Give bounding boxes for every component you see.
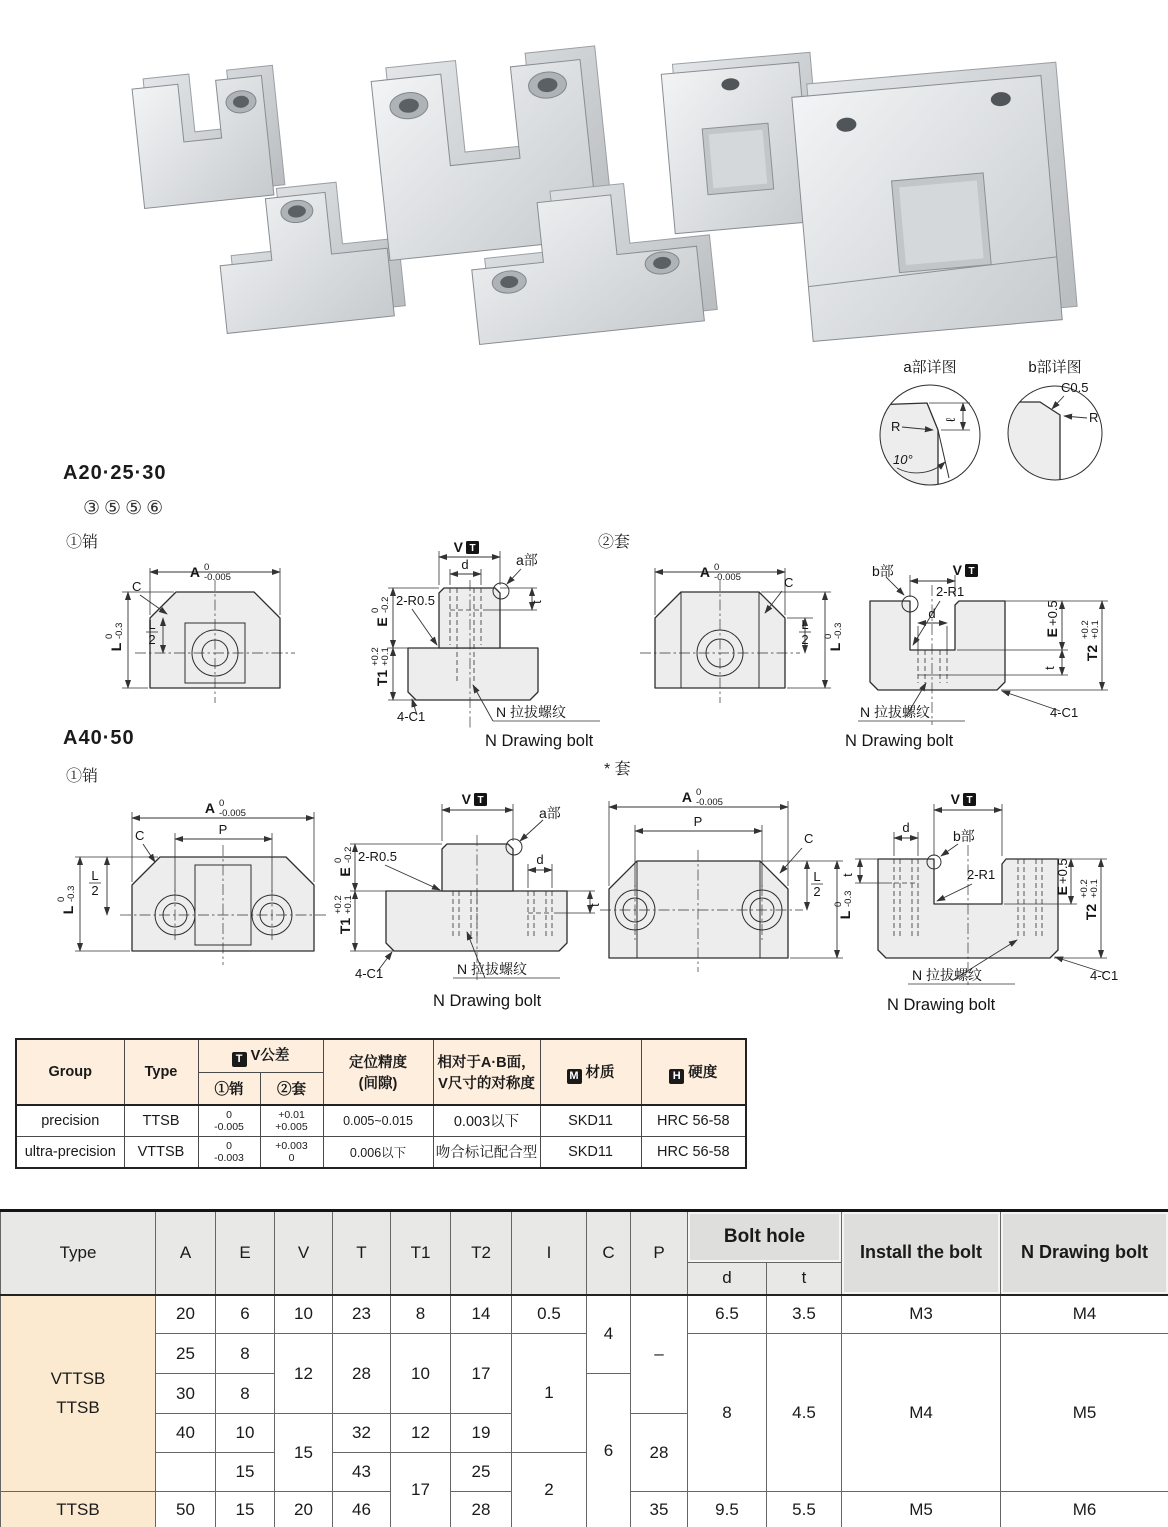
type-vttsb: VTTSB: [50, 1368, 106, 1388]
dim-L-half-den: 2: [91, 883, 99, 898]
spec-sleeve-tol-cell: [260, 1105, 323, 1136]
section-2-heading: A40·50: [63, 727, 135, 749]
tol-lo: -0.005: [214, 1120, 244, 1133]
dim-A-tol-hi: 0: [696, 787, 702, 798]
pin-side-view-large: [333, 791, 602, 1010]
dim-V: V: [461, 791, 471, 807]
dim-d: d: [902, 820, 910, 835]
spec-row-precision: [16, 1105, 746, 1136]
dim-A-tol-lo: -0.005: [696, 797, 723, 808]
cell-t: 4.5: [767, 1334, 842, 1492]
dim-T1: T1: [374, 669, 390, 687]
detail-b-r-label: R: [1089, 410, 1099, 425]
dim-T2: T2: [1083, 903, 1099, 921]
dim-L: L: [60, 905, 76, 915]
size-header-d: d: [688, 1263, 767, 1295]
spec-header-vtol: [198, 1039, 323, 1072]
size-header-V: V: [275, 1211, 333, 1295]
cell-C: 4: [587, 1295, 631, 1374]
detail-a: [855, 359, 980, 515]
size-type-group-cell: [1, 1295, 156, 1492]
size-header-nbolt: N Drawing bolt: [1001, 1211, 1168, 1295]
size-table: [0, 1209, 1168, 1527]
cell-T: 43: [333, 1453, 391, 1492]
cell-A: 40: [156, 1414, 216, 1453]
cell-install: M3: [842, 1295, 1001, 1334]
size-header-I: I: [512, 1211, 587, 1295]
dim-A-tol-lo: -0.005: [714, 572, 741, 583]
dim-P: P: [693, 814, 703, 829]
photo-block-t-small: [213, 176, 407, 333]
cell-E: 10: [216, 1414, 275, 1453]
spec-accuracy-cell: 0.006以下: [323, 1136, 433, 1168]
dim-L-half-num: L: [148, 617, 156, 632]
detail-b-callout: b部: [953, 828, 975, 844]
spec-hardness-cell: HRC 56-58: [641, 1105, 746, 1136]
spec-header-hardness: [641, 1039, 746, 1105]
drawing-bolt-cn: N 拉拔螺纹: [457, 961, 527, 977]
dim-A: A: [699, 564, 710, 580]
cell-A: [156, 1453, 216, 1492]
dim-L-tol-hi: 0: [56, 896, 67, 902]
cell-d: 6.5: [688, 1295, 767, 1334]
dim-T1-tol-hi: +0.2: [370, 647, 381, 666]
cell-A: 20: [156, 1295, 216, 1334]
dim-L-tol-hi: 0: [833, 901, 844, 907]
dim-C: C: [804, 831, 814, 846]
size-header-P: P: [631, 1211, 688, 1295]
detail-views: [855, 350, 1168, 515]
section-1-marks: ③⑤⑤⑥: [83, 498, 168, 519]
size-header-type: Type: [1, 1211, 156, 1295]
dim-L: L: [108, 642, 124, 652]
pin-side-view-small: [370, 539, 600, 750]
dim-d: d: [461, 557, 469, 572]
dim-E-plus: +0.5: [1045, 600, 1060, 626]
photo-block-u-small: [131, 65, 286, 208]
spec-sleeve-tol-cell: [260, 1136, 323, 1168]
dim-d: d: [536, 852, 544, 867]
dim-A-tol-hi: 0: [219, 798, 225, 809]
dim-4-C1: 4-C1: [397, 709, 426, 724]
detail-a-angle-label: 10°: [893, 452, 913, 467]
cell-install: M5: [842, 1492, 1001, 1527]
spec-material-cell: SKD11: [540, 1136, 641, 1168]
spec-header-accuracy: [323, 1039, 433, 1105]
cell-P: 28: [631, 1414, 688, 1492]
cell-C: 6: [587, 1374, 631, 1527]
dim-T2-tol-hi: +0.2: [1080, 620, 1091, 639]
size-type-last-cell: TTSB: [1, 1492, 156, 1527]
cell-V: 15: [275, 1414, 333, 1492]
dim-T2-tol-lo: +0.1: [1089, 879, 1100, 898]
section-2-pin-label: ①销: [66, 768, 99, 785]
cell-P: 35: [631, 1492, 688, 1527]
cell-T2: 28: [451, 1492, 512, 1527]
detail-a-callout: a部: [516, 552, 538, 568]
cell-T: 46: [333, 1492, 391, 1527]
dim-P: P: [218, 822, 228, 837]
dim-T1: T1: [337, 917, 353, 935]
cell-T1: 17: [391, 1453, 451, 1527]
dim-2-R1: 2-R1: [936, 584, 965, 599]
spec-hardness-cell: HRC 56-58: [641, 1136, 746, 1168]
spec-header-group: Group: [16, 1039, 124, 1105]
dim-4-C1: 4-C1: [355, 966, 384, 981]
type-ttsb: TTSB: [56, 1397, 100, 1417]
spec-type-cell: TTSB: [124, 1105, 198, 1136]
detail-a-r-label: R: [891, 419, 901, 434]
cell-V: 12: [275, 1334, 333, 1414]
tol-hi: +0.01: [278, 1108, 305, 1121]
cell-A: 30: [156, 1374, 216, 1414]
cell-t: 5.5: [767, 1492, 842, 1527]
dim-E: E: [1054, 886, 1070, 896]
tolerance-icon: T: [469, 543, 476, 554]
cell-I: 1: [512, 1334, 587, 1453]
dim-T2: T2: [1084, 644, 1100, 662]
spec-group-cell: precision: [16, 1105, 124, 1136]
drawing-bolt-cn: N 拉拔螺纹: [860, 704, 930, 720]
spec-header-material: [540, 1039, 641, 1105]
cell-I: 2: [512, 1453, 587, 1527]
spec-symmetry-cell: 吻合标记配合型: [433, 1136, 540, 1168]
photo-block-plate-large: [791, 62, 1078, 341]
cell-V: 10: [275, 1295, 333, 1334]
dim-A-tol-hi: 0: [204, 562, 210, 573]
dim-V: V: [952, 562, 962, 578]
dim-T1-tol-lo: +0.1: [380, 647, 391, 666]
cell-E: 8: [216, 1334, 275, 1374]
spec-row-ultra-precision: [16, 1136, 746, 1168]
pin-front-view-large: [56, 798, 327, 965]
dim-C: C: [784, 575, 794, 590]
dim-A: A: [204, 800, 215, 816]
sleeve-side-view-small: [845, 562, 1108, 750]
drawing-row-1: [60, 525, 1168, 780]
dim-A-tol-lo: -0.005: [219, 808, 246, 819]
spec-group-cell: ultra-precision: [16, 1136, 124, 1168]
detail-b-title: b部详图: [1028, 359, 1082, 376]
dim-V: V: [950, 791, 960, 807]
drawing-bolt-cn: N 拉拔螺纹: [912, 967, 982, 983]
dim-L-half-num: L: [801, 617, 809, 632]
dim-2-R1: 2-R1: [967, 867, 996, 882]
cell-T1: 12: [391, 1414, 451, 1453]
drawing-bolt-en: N Drawing bolt: [845, 732, 954, 750]
detail-a-title: a部详图: [903, 359, 957, 376]
dim-A-tol-lo: -0.005: [204, 572, 231, 583]
dim-T2-tol-hi: +0.2: [1079, 879, 1090, 898]
dim-L-tol-lo: -0.3: [66, 885, 77, 902]
dim-t: t: [529, 600, 544, 604]
spec-type-cell: VTTSB: [124, 1136, 198, 1168]
tol-hi: 0: [226, 1139, 232, 1152]
cell-nbolt: M4: [1001, 1295, 1168, 1334]
dim-L-half-num: L: [813, 869, 821, 884]
dim-L-tol-lo: -0.3: [843, 890, 854, 907]
section-1-heading: A20·25·30: [63, 462, 167, 484]
cell-T2: 19: [451, 1414, 512, 1453]
spec-header-accuracy-line2: (间隙): [358, 1076, 398, 1092]
cell-T1: 8: [391, 1295, 451, 1334]
tolerance-icon: T: [232, 1052, 247, 1067]
cell-A: 25: [156, 1334, 216, 1374]
tolerance-icon: T: [966, 795, 973, 806]
spec-header-vtol-label: V公差: [250, 1048, 290, 1065]
size-row-1: [1, 1295, 1168, 1334]
cell-T: 32: [333, 1414, 391, 1453]
tol-lo: +0.005: [275, 1120, 308, 1133]
dim-2-R05: 2-R0.5: [358, 849, 398, 864]
spec-header-accuracy-line1: 定位精度: [349, 1055, 408, 1071]
dim-T1-tol-lo: +0.1: [343, 895, 354, 914]
cell-A: 50: [156, 1492, 216, 1527]
spec-header-type: Type: [124, 1039, 198, 1105]
dim-t: t: [1042, 666, 1057, 670]
detail-a-callout: a部: [539, 805, 561, 821]
dim-L-tol-lo: -0.3: [833, 622, 844, 639]
size-row-2: [1, 1334, 1168, 1374]
cell-T2: 25: [451, 1453, 512, 1492]
dim-E: E: [374, 617, 390, 627]
dim-T2-tol-lo: +0.1: [1090, 620, 1101, 639]
cell-P: –: [631, 1295, 688, 1414]
spec-symmetry-cell: 0.003以下: [433, 1105, 540, 1136]
material-icon: M: [567, 1069, 582, 1084]
section-2-sleeve-label: * 套: [604, 761, 631, 778]
cell-T2: 17: [451, 1334, 512, 1414]
sleeve-side-view-large: [840, 791, 1118, 1014]
cell-T: 23: [333, 1295, 391, 1334]
dim-C: C: [132, 579, 142, 594]
cell-t: 3.5: [767, 1295, 842, 1334]
product-photos: [60, 40, 1110, 360]
dim-4-C1: 4-C1: [1050, 705, 1079, 720]
detail-b-c-label: C0.5: [1061, 380, 1089, 395]
section-1-pin-label: ①销: [66, 534, 99, 551]
cell-d: 9.5: [688, 1492, 767, 1527]
dim-t: t: [587, 903, 602, 907]
dim-L-tol-hi: 0: [104, 633, 115, 639]
spec-header-symmetry-line2: V尺寸的对称度: [438, 1076, 535, 1092]
cell-E: 6: [216, 1295, 275, 1334]
dim-t: t: [840, 873, 855, 877]
cell-nbolt: M5: [1001, 1334, 1168, 1492]
dim-L: L: [827, 642, 843, 652]
sleeve-front-view-large: [600, 787, 854, 972]
dim-E-plus: +0.5: [1055, 858, 1070, 884]
dim-L-half-num: L: [91, 868, 99, 883]
dim-E: E: [1044, 628, 1060, 638]
dim-A-tol-hi: 0: [714, 562, 720, 573]
spec-pin-tol-cell: [198, 1105, 260, 1136]
size-header-install: Install the bolt: [842, 1211, 1001, 1295]
dim-E-tol-hi: 0: [370, 607, 381, 613]
cell-E: 15: [216, 1453, 275, 1492]
cell-V: 20: [275, 1492, 333, 1527]
spec-header-material-label: 材质: [585, 1064, 615, 1081]
size-header-T2: T2: [451, 1211, 512, 1295]
spec-header-sleeve: ②套: [260, 1072, 323, 1105]
dim-E-tol-hi: 0: [333, 857, 344, 863]
sleeve-front-view-small: [640, 562, 844, 703]
spec-material-cell: SKD11: [540, 1105, 641, 1136]
dim-L: L: [837, 910, 853, 920]
dim-4-C1: 4-C1: [1090, 968, 1119, 983]
tol-hi: +0.003: [275, 1139, 308, 1152]
cell-I: 0.5: [512, 1295, 587, 1334]
spec-header-symmetry-line1: 相对于A·B面，: [437, 1055, 536, 1071]
tolerance-icon: T: [477, 795, 484, 806]
spec-header-pin: ①销: [198, 1072, 260, 1105]
spec-header-hardness-label: 硬度: [688, 1064, 718, 1081]
section-1-sleeve-label: ②套: [598, 534, 631, 551]
spec-accuracy-cell: 0.005~0.015: [323, 1105, 433, 1136]
dim-L-half-den: 2: [801, 632, 809, 647]
dim-L-tol-lo: -0.3: [114, 622, 125, 639]
size-header-bolt-hole: Bolt hole: [688, 1211, 842, 1263]
pin-front-view-small: [104, 562, 295, 703]
size-header-A: A: [156, 1211, 216, 1295]
dim-L-half-den: 2: [148, 632, 156, 647]
detail-b: [995, 359, 1102, 515]
drawing-bolt-en: N Drawing bolt: [433, 992, 542, 1010]
dim-A: A: [681, 789, 692, 805]
drawing-bolt-cn: N 拉拔螺纹: [496, 704, 566, 720]
cell-install: M4: [842, 1334, 1001, 1492]
cell-nbolt: M6: [1001, 1492, 1168, 1527]
spec-header-symmetry: [433, 1039, 540, 1105]
cell-T: 28: [333, 1334, 391, 1414]
size-header-T1: T1: [391, 1211, 451, 1295]
tol-lo: -0.003: [214, 1151, 244, 1164]
cell-E: 15: [216, 1492, 275, 1527]
dim-V: V: [453, 539, 463, 555]
cell-d: 8: [688, 1334, 767, 1492]
drawing-bolt-en: N Drawing bolt: [485, 732, 594, 750]
tol-lo: 0: [288, 1151, 295, 1164]
detail-b-callout: b部: [872, 563, 894, 579]
dim-2-R05: 2-R0.5: [396, 593, 436, 608]
dim-L-half-den: 2: [813, 884, 821, 899]
tol-hi: 0: [226, 1108, 232, 1121]
cell-E: 8: [216, 1374, 275, 1414]
cell-T1: 10: [391, 1334, 451, 1414]
size-header-E: E: [216, 1211, 275, 1295]
detail-a-len-label: ℓ: [943, 417, 958, 422]
tolerance-icon: T: [968, 566, 975, 577]
dim-C: C: [135, 828, 145, 843]
size-header-t: t: [767, 1263, 842, 1295]
spec-table: [15, 1038, 747, 1169]
dim-E: E: [337, 867, 353, 877]
dim-E-tol-lo: -0.2: [343, 846, 354, 863]
dim-T1-tol-hi: +0.2: [333, 895, 344, 914]
dim-L-tol-hi: 0: [823, 633, 834, 639]
dim-E-tol-lo: -0.2: [380, 596, 391, 613]
dim-A: A: [189, 564, 200, 580]
drawing-bolt-en: N Drawing bolt: [887, 996, 996, 1014]
size-header-C: C: [587, 1211, 631, 1295]
cell-T2: 14: [451, 1295, 512, 1334]
spec-pin-tol-cell: [198, 1136, 260, 1168]
dim-d: d: [928, 606, 936, 621]
hardness-icon: H: [669, 1069, 684, 1084]
size-header-T: T: [333, 1211, 391, 1295]
drawing-row-2: [55, 780, 1168, 1030]
